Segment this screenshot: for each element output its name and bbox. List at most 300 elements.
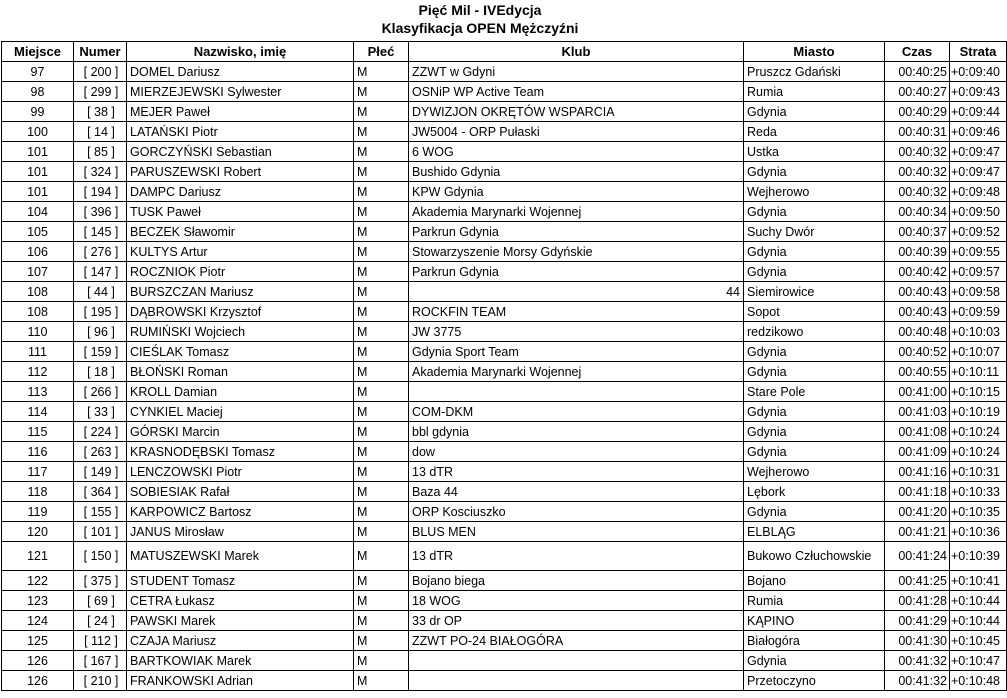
club-text: JW 3775 bbox=[412, 324, 462, 339]
cell-time: 00:40:39 bbox=[885, 242, 950, 262]
cell-sex: M bbox=[354, 542, 409, 571]
document-subtitle: Klasyfikacja OPEN Mężczyźni bbox=[381, 20, 579, 36]
cell-place: 125 bbox=[2, 631, 74, 651]
cell-name: BŁOŃSKI Roman bbox=[127, 362, 354, 382]
cell-time: 00:40:37 bbox=[885, 222, 950, 242]
cell-time: 00:41:03 bbox=[885, 402, 950, 422]
col-header-city: Miasto bbox=[744, 42, 885, 62]
cell-loss: +0:09:50 bbox=[950, 202, 1007, 222]
cell-club bbox=[409, 102, 744, 122]
cell-loss: +0:10:24 bbox=[950, 442, 1007, 462]
club-text: ZZWT w Gdyni bbox=[412, 64, 496, 79]
cell-number: [ 159 ] bbox=[74, 342, 127, 362]
cell-number: [ 112 ] bbox=[74, 631, 127, 651]
table-row bbox=[2, 591, 1007, 611]
cell-number: [ 324 ] bbox=[74, 162, 127, 182]
cell-name: MATUSZEWSKI Marek bbox=[127, 542, 354, 571]
cell-sex: M bbox=[354, 651, 409, 671]
cell-place: 124 bbox=[2, 611, 74, 631]
cell-sex: M bbox=[354, 591, 409, 611]
cell-place: 104 bbox=[2, 202, 74, 222]
cell-place: 115 bbox=[2, 422, 74, 442]
cell-city: Gdynia bbox=[744, 442, 885, 462]
cell-name: GORCZYŃSKI Sebastian bbox=[127, 142, 354, 162]
document-title: Pięć Mil - IVEdycja bbox=[418, 2, 542, 18]
cell-number: [ 38 ] bbox=[74, 102, 127, 122]
cell-city: Gdynia bbox=[744, 342, 885, 362]
table-row bbox=[2, 542, 1007, 571]
cell-sex: M bbox=[354, 482, 409, 502]
cell-city: Gdynia bbox=[744, 242, 885, 262]
cell-sex: M bbox=[354, 202, 409, 222]
table-row bbox=[2, 122, 1007, 142]
club-text: ROCKFIN TEAM bbox=[412, 304, 507, 319]
club-text: COM-DKM bbox=[412, 404, 474, 419]
table-row bbox=[2, 402, 1007, 422]
table-row bbox=[2, 62, 1007, 82]
cell-name: LATAŃSKI Piotr bbox=[127, 122, 354, 142]
table-row bbox=[2, 342, 1007, 362]
cell-city: Gdynia bbox=[744, 202, 885, 222]
club-text: Stowarzyszenie Morsy Gdyńskie bbox=[412, 244, 593, 259]
club-text: Bushido Gdynia bbox=[412, 164, 501, 179]
cell-time: 00:41:16 bbox=[885, 462, 950, 482]
table-row bbox=[2, 502, 1007, 522]
cell-sex: M bbox=[354, 462, 409, 482]
cell-city: Rumia bbox=[744, 82, 885, 102]
cell-name: CETRA Łukasz bbox=[127, 591, 354, 611]
cell-name: KULTYS Artur bbox=[127, 242, 354, 262]
cell-city: Lębork bbox=[744, 482, 885, 502]
table-row bbox=[2, 142, 1007, 162]
cell-number: [ 263 ] bbox=[74, 442, 127, 462]
cell-loss: +0:09:46 bbox=[950, 122, 1007, 142]
cell-name: KROLL Damian bbox=[127, 382, 354, 402]
cell-club bbox=[409, 362, 744, 382]
cell-name: TUSK Paweł bbox=[127, 202, 354, 222]
cell-time: 00:41:08 bbox=[885, 422, 950, 442]
cell-number: [ 44 ] bbox=[74, 282, 127, 302]
cell-time: 00:41:25 bbox=[885, 571, 950, 591]
cell-time: 00:41:18 bbox=[885, 482, 950, 502]
cell-city: Wejherowo bbox=[744, 462, 885, 482]
cell-club bbox=[409, 382, 744, 402]
cell-number: [ 194 ] bbox=[74, 182, 127, 202]
cell-place: 112 bbox=[2, 362, 74, 382]
cell-place: 99 bbox=[2, 102, 74, 122]
cell-place: 101 bbox=[2, 182, 74, 202]
cell-time: 00:40:32 bbox=[885, 182, 950, 202]
cell-loss: +0:10:35 bbox=[950, 502, 1007, 522]
cell-city: Białogóra bbox=[744, 631, 885, 651]
cell-club bbox=[409, 82, 744, 102]
cell-name: BARTKOWIAK Marek bbox=[127, 651, 354, 671]
cell-loss: +0:10:47 bbox=[950, 651, 1007, 671]
cell-time: 00:40:31 bbox=[885, 122, 950, 142]
cell-loss: +0:10:19 bbox=[950, 402, 1007, 422]
cell-place: 119 bbox=[2, 502, 74, 522]
cell-loss: +0:10:48 bbox=[950, 671, 1007, 691]
table-row bbox=[2, 611, 1007, 631]
cell-number: [ 69 ] bbox=[74, 591, 127, 611]
cell-name: CYNKIEL Maciej bbox=[127, 402, 354, 422]
club-text: BLUS MEN bbox=[412, 524, 476, 539]
cell-club bbox=[409, 162, 744, 182]
col-header-time: Czas bbox=[885, 42, 950, 62]
cell-name: DOMEL Dariusz bbox=[127, 62, 354, 82]
cell-time: 00:40:42 bbox=[885, 262, 950, 282]
cell-city: redzikowo bbox=[744, 322, 885, 342]
cell-sex: M bbox=[354, 322, 409, 342]
cell-sex: M bbox=[354, 402, 409, 422]
table-row bbox=[2, 462, 1007, 482]
cell-number: [ 210 ] bbox=[74, 671, 127, 691]
cell-place: 98 bbox=[2, 82, 74, 102]
cell-name: JANUS Mirosław bbox=[127, 522, 354, 542]
cell-city: Siemirowice bbox=[744, 282, 885, 302]
table-row bbox=[2, 82, 1007, 102]
cell-city: Sopot bbox=[744, 302, 885, 322]
cell-number: [ 101 ] bbox=[74, 522, 127, 542]
cell-loss: +0:10:45 bbox=[950, 631, 1007, 651]
cell-name: RUMIŃSKI Wojciech bbox=[127, 322, 354, 342]
cell-time: 00:40:32 bbox=[885, 142, 950, 162]
table-row bbox=[2, 671, 1007, 691]
table-row bbox=[2, 322, 1007, 342]
table-row bbox=[2, 222, 1007, 242]
cell-sex: M bbox=[354, 631, 409, 651]
cell-sex: M bbox=[354, 442, 409, 462]
cell-club bbox=[409, 462, 744, 482]
cell-place: 100 bbox=[2, 122, 74, 142]
table-row bbox=[2, 651, 1007, 671]
cell-place: 105 bbox=[2, 222, 74, 242]
table-row bbox=[2, 282, 1007, 302]
cell-loss: +0:09:52 bbox=[950, 222, 1007, 242]
cell-place: 107 bbox=[2, 262, 74, 282]
table-row bbox=[2, 162, 1007, 182]
cell-place: 120 bbox=[2, 522, 74, 542]
cell-club bbox=[409, 142, 744, 162]
cell-city: Gdynia bbox=[744, 162, 885, 182]
cell-loss: +0:10:36 bbox=[950, 522, 1007, 542]
table-row bbox=[2, 422, 1007, 442]
cell-name: GÓRSKI Marcin bbox=[127, 422, 354, 442]
cell-name: DĄBROWSKI Krzysztof bbox=[127, 302, 354, 322]
cell-time: 00:41:29 bbox=[885, 611, 950, 631]
cell-name: KRASNODĘBSKI Tomasz bbox=[127, 442, 354, 462]
cell-place: 97 bbox=[2, 62, 74, 82]
cell-city: Gdynia bbox=[744, 102, 885, 122]
club-text: 33 dr OP bbox=[412, 613, 463, 628]
cell-club bbox=[409, 542, 744, 571]
col-header-name: Nazwisko, imię bbox=[127, 42, 354, 62]
cell-name: SOBIESIAK Rafał bbox=[127, 482, 354, 502]
club-number: 44 bbox=[726, 284, 740, 299]
cell-club bbox=[409, 242, 744, 262]
cell-number: [ 396 ] bbox=[74, 202, 127, 222]
cell-name: CIEŚLAK Tomasz bbox=[127, 342, 354, 362]
cell-sex: M bbox=[354, 571, 409, 591]
cell-place: 116 bbox=[2, 442, 74, 462]
cell-loss: +0:10:07 bbox=[950, 342, 1007, 362]
cell-sex: M bbox=[354, 502, 409, 522]
cell-sex: M bbox=[354, 182, 409, 202]
cell-number: [ 299 ] bbox=[74, 82, 127, 102]
cell-city: Gdynia bbox=[744, 402, 885, 422]
cell-number: [ 266 ] bbox=[74, 382, 127, 402]
cell-loss: +0:10:44 bbox=[950, 591, 1007, 611]
cell-club bbox=[409, 222, 744, 242]
cell-city: Bojano bbox=[744, 571, 885, 591]
club-text: 13 dTR bbox=[412, 549, 453, 563]
club-text: Akademia Marynarki Wojennej bbox=[412, 204, 582, 219]
cell-number: [ 33 ] bbox=[74, 402, 127, 422]
cell-time: 00:40:48 bbox=[885, 322, 950, 342]
table-row bbox=[2, 102, 1007, 122]
cell-loss: +0:10:24 bbox=[950, 422, 1007, 442]
cell-club bbox=[409, 442, 744, 462]
cell-loss: +0:09:44 bbox=[950, 102, 1007, 122]
club-text: Akademia Marynarki Wojennej bbox=[412, 364, 582, 379]
cell-number: [ 147 ] bbox=[74, 262, 127, 282]
cell-city: Stare Pole bbox=[744, 382, 885, 402]
cell-place: 101 bbox=[2, 142, 74, 162]
cell-loss: +0:10:33 bbox=[950, 482, 1007, 502]
club-text: 13 dTR bbox=[412, 464, 453, 479]
cell-city: Przetoczyno bbox=[744, 671, 885, 691]
cell-loss: +0:09:47 bbox=[950, 162, 1007, 182]
cell-sex: M bbox=[354, 62, 409, 82]
cell-number: [ 14 ] bbox=[74, 122, 127, 142]
cell-name: KARPOWICZ Bartosz bbox=[127, 502, 354, 522]
table-row bbox=[2, 442, 1007, 462]
cell-city: Wejherowo bbox=[744, 182, 885, 202]
cell-place: 126 bbox=[2, 671, 74, 691]
club-text: dow bbox=[412, 444, 435, 459]
cell-name: BECZEK Sławomir bbox=[127, 222, 354, 242]
cell-sex: M bbox=[354, 222, 409, 242]
cell-club bbox=[409, 282, 744, 302]
cell-number: [ 149 ] bbox=[74, 462, 127, 482]
cell-city: Ustka bbox=[744, 142, 885, 162]
cell-city: Suchy Dwór bbox=[744, 222, 885, 242]
cell-name: FRANKOWSKI Adrian bbox=[127, 671, 354, 691]
cell-club bbox=[409, 322, 744, 342]
club-text: DYWIZJON OKRĘTÓW WSPARCIA bbox=[412, 104, 615, 119]
cell-sex: M bbox=[354, 522, 409, 542]
cell-place: 118 bbox=[2, 482, 74, 502]
cell-time: 00:40:55 bbox=[885, 362, 950, 382]
cell-name: DAMPC Dariusz bbox=[127, 182, 354, 202]
cell-time: 00:41:32 bbox=[885, 671, 950, 691]
cell-time: 00:40:27 bbox=[885, 82, 950, 102]
cell-loss: +0:09:57 bbox=[950, 262, 1007, 282]
cell-club bbox=[409, 342, 744, 362]
club-text: Baza 44 bbox=[412, 484, 458, 499]
cell-time: 00:41:09 bbox=[885, 442, 950, 462]
cell-loss: +0:09:55 bbox=[950, 242, 1007, 262]
cell-time: 00:40:52 bbox=[885, 342, 950, 362]
cell-club bbox=[409, 502, 744, 522]
col-header-number: Numer bbox=[74, 42, 127, 62]
cell-number: [ 200 ] bbox=[74, 62, 127, 82]
cell-club bbox=[409, 522, 744, 542]
cell-number: [ 364 ] bbox=[74, 482, 127, 502]
cell-sex: M bbox=[354, 342, 409, 362]
cell-sex: M bbox=[354, 122, 409, 142]
cell-name: ROCZNIOK Piotr bbox=[127, 262, 354, 282]
cell-time: 00:40:29 bbox=[885, 102, 950, 122]
cell-loss: +0:10:44 bbox=[950, 611, 1007, 631]
club-text: ZZWT PO-24 BIAŁOGÓRA bbox=[412, 633, 564, 648]
col-header-club: Klub bbox=[409, 42, 744, 62]
cell-city: Reda bbox=[744, 122, 885, 142]
cell-place: 111 bbox=[2, 342, 74, 362]
cell-sex: M bbox=[354, 82, 409, 102]
cell-number: [ 276 ] bbox=[74, 242, 127, 262]
cell-club bbox=[409, 651, 744, 671]
cell-name: CZAJA Mariusz bbox=[127, 631, 354, 651]
cell-sex: M bbox=[354, 611, 409, 631]
cell-club bbox=[409, 631, 744, 651]
col-header-place: Miejsce bbox=[2, 42, 74, 62]
cell-place: 117 bbox=[2, 462, 74, 482]
cell-sex: M bbox=[354, 102, 409, 122]
table-row bbox=[2, 522, 1007, 542]
club-text: OSNiP WP Active Team bbox=[412, 84, 544, 99]
cell-place: 114 bbox=[2, 402, 74, 422]
cell-place: 108 bbox=[2, 282, 74, 302]
table-row bbox=[2, 482, 1007, 502]
cell-loss: +0:09:48 bbox=[950, 182, 1007, 202]
table-row bbox=[2, 182, 1007, 202]
cell-city: ELBLĄG bbox=[744, 522, 885, 542]
cell-name: MIERZEJEWSKI Sylwester bbox=[127, 82, 354, 102]
document-header bbox=[0, 0, 960, 41]
cell-club bbox=[409, 302, 744, 322]
cell-number: [ 195 ] bbox=[74, 302, 127, 322]
table-row bbox=[2, 362, 1007, 382]
cell-club bbox=[409, 671, 744, 691]
cell-number: [ 24 ] bbox=[74, 611, 127, 631]
col-header-loss: Strata bbox=[950, 42, 1007, 62]
table-row bbox=[2, 571, 1007, 591]
cell-time: 00:41:21 bbox=[885, 522, 950, 542]
cell-city: Pruszcz Gdański bbox=[744, 62, 885, 82]
cell-place: 108 bbox=[2, 302, 74, 322]
cell-place: 113 bbox=[2, 382, 74, 402]
cell-sex: M bbox=[354, 422, 409, 442]
cell-name: BURSZCZAN Mariusz bbox=[127, 282, 354, 302]
cell-number: [ 155 ] bbox=[74, 502, 127, 522]
cell-loss: +0:10:31 bbox=[950, 462, 1007, 482]
cell-city: Gdynia bbox=[744, 651, 885, 671]
results-body bbox=[2, 62, 1007, 691]
cell-sex: M bbox=[354, 382, 409, 402]
club-text: bbl gdynia bbox=[412, 424, 469, 439]
table-row bbox=[2, 242, 1007, 262]
cell-sex: M bbox=[354, 142, 409, 162]
cell-club bbox=[409, 591, 744, 611]
club-text: KPW Gdynia bbox=[412, 184, 484, 199]
cell-number: [ 145 ] bbox=[74, 222, 127, 242]
cell-loss: +0:10:41 bbox=[950, 571, 1007, 591]
cell-time: 00:40:34 bbox=[885, 202, 950, 222]
cell-time: 00:41:28 bbox=[885, 591, 950, 611]
cell-loss: +0:09:59 bbox=[950, 302, 1007, 322]
club-text: Parkrun Gdynia bbox=[412, 224, 499, 239]
cell-loss: +0:09:47 bbox=[950, 142, 1007, 162]
cell-sex: M bbox=[354, 262, 409, 282]
table-row bbox=[2, 302, 1007, 322]
cell-sex: M bbox=[354, 362, 409, 382]
cell-club bbox=[409, 482, 744, 502]
club-text: ORP Kosciuszko bbox=[412, 504, 506, 519]
table-row bbox=[2, 202, 1007, 222]
cell-club bbox=[409, 611, 744, 631]
cell-number: [ 167 ] bbox=[74, 651, 127, 671]
cell-sex: M bbox=[354, 162, 409, 182]
cell-place: 121 bbox=[2, 542, 74, 571]
cell-city: Gdynia bbox=[744, 502, 885, 522]
club-text: Bojano biega bbox=[412, 573, 485, 588]
cell-city: Bukowo Człuchowskie bbox=[744, 542, 885, 571]
cell-loss: +0:10:03 bbox=[950, 322, 1007, 342]
club-text: Parkrun Gdynia bbox=[412, 264, 499, 279]
cell-time: 00:40:43 bbox=[885, 302, 950, 322]
cell-name: MEJER Paweł bbox=[127, 102, 354, 122]
cell-sex: M bbox=[354, 282, 409, 302]
cell-time: 00:40:25 bbox=[885, 62, 950, 82]
club-text: 18 WOG bbox=[412, 593, 461, 608]
cell-number: [ 96 ] bbox=[74, 322, 127, 342]
club-text: Gdynia Sport Team bbox=[412, 344, 519, 359]
cell-time: 00:40:32 bbox=[885, 162, 950, 182]
cell-city: Rumia bbox=[744, 591, 885, 611]
cell-club bbox=[409, 402, 744, 422]
cell-time: 00:41:32 bbox=[885, 651, 950, 671]
cell-city: Gdynia bbox=[744, 262, 885, 282]
results-table bbox=[1, 41, 1007, 691]
cell-number: [ 18 ] bbox=[74, 362, 127, 382]
cell-sex: M bbox=[354, 242, 409, 262]
table-row bbox=[2, 262, 1007, 282]
cell-club bbox=[409, 202, 744, 222]
cell-name: PAWSKI Marek bbox=[127, 611, 354, 631]
cell-number: [ 224 ] bbox=[74, 422, 127, 442]
cell-place: 101 bbox=[2, 162, 74, 182]
cell-loss: +0:09:40 bbox=[950, 62, 1007, 82]
cell-place: 106 bbox=[2, 242, 74, 262]
cell-number: [ 150 ] bbox=[74, 542, 127, 571]
cell-loss: +0:09:58 bbox=[950, 282, 1007, 302]
cell-city: Gdynia bbox=[744, 422, 885, 442]
cell-city: KĄPINO bbox=[744, 611, 885, 631]
table-row bbox=[2, 382, 1007, 402]
cell-club bbox=[409, 182, 744, 202]
cell-loss: +0:10:39 bbox=[950, 542, 1007, 571]
cell-club bbox=[409, 571, 744, 591]
cell-time: 00:40:43 bbox=[885, 282, 950, 302]
cell-loss: +0:10:15 bbox=[950, 382, 1007, 402]
club-text: 6 WOG bbox=[412, 144, 454, 159]
cell-club bbox=[409, 122, 744, 142]
cell-time: 00:41:30 bbox=[885, 631, 950, 651]
cell-number: [ 375 ] bbox=[74, 571, 127, 591]
cell-name: PARUSZEWSKI Robert bbox=[127, 162, 354, 182]
cell-place: 122 bbox=[2, 571, 74, 591]
